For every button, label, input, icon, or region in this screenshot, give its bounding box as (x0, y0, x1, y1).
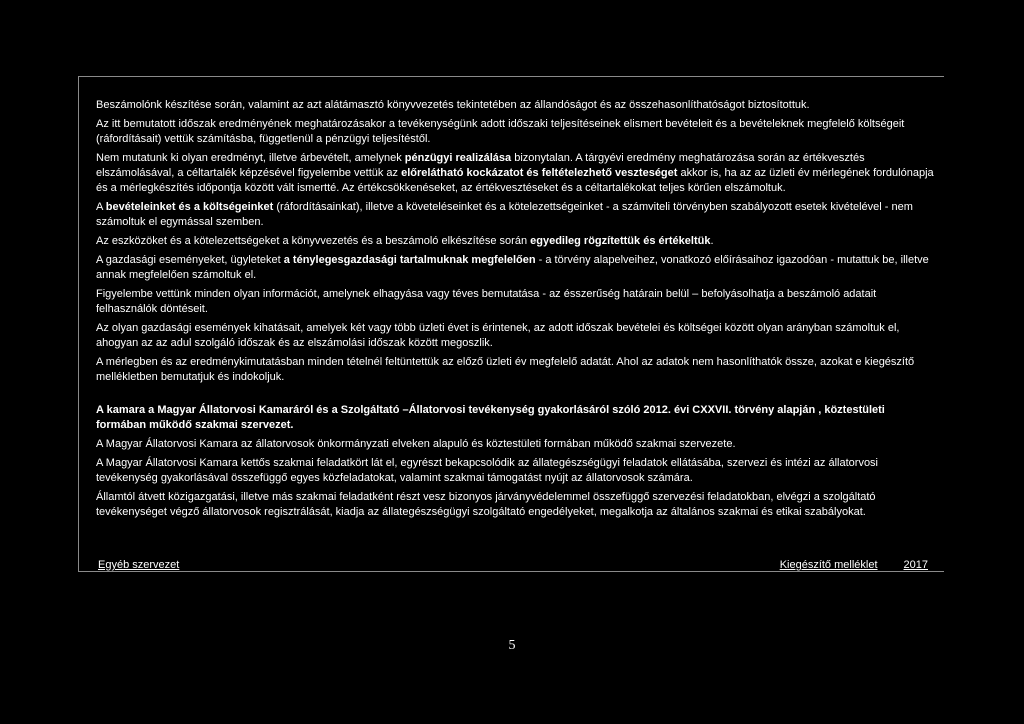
text-run: A gazdasági eseményeket, ügyleteket (96, 254, 284, 266)
text-run: A mérlegben és az eredménykimutatásban minden tételnél feltüntettük az előző üzleti év megfelelő adatát. Ahol az adatok nem hasonlíthatók össze, azokat e kiegészítő mellékletben bemutatjuk és indokoljuk. (96, 356, 915, 383)
paragraph (96, 456, 934, 486)
text-run: akkor is, ha az az üzleti év mérlegének fordulónapja és a mérlegkészítés időpontja között vált ismertté. Az értékcsökkenéseket, az értékvesztéseket és a céltartalékokat teljes körűen elszámoltuk. (96, 167, 934, 194)
footer-year: 2017 (903, 559, 928, 571)
footer-right (780, 559, 928, 572)
paragraph (96, 253, 934, 283)
document-body (96, 98, 934, 524)
paragraph (96, 117, 934, 147)
paragraph (96, 355, 934, 385)
text-run: Figyelembe vettünk minden olyan információt, amelynek elhagyása vagy téves bemutatása - az ésszerűség határain belül – befolyásolhatja a beszámoló adatait felhasználók döntéseit. (96, 288, 877, 315)
text-run: Nem mutatunk ki olyan eredményt, illetve árbevételt, amelynek (96, 152, 405, 164)
paragraph (96, 403, 934, 433)
footer-document-title: Kiegészítő melléklet (779, 559, 878, 571)
paragraph (96, 98, 934, 113)
bold-text: pénzügyi realizálása (404, 152, 512, 164)
paragraph (96, 287, 934, 317)
text-run: Az itt bemutatott időszak eredményének meghatározásakor a tevékenységünk adott időszaki teljesítéseinek elismert bevételeit és a bevételeknek megfelelő költségeit (ráfordításait) vettük számításba, függetlenül a pénzügyi teljesítéstől. (96, 118, 905, 145)
bold-text: bevételeinket és a költségeinket (105, 201, 274, 213)
text-run: bizonytalan. A tárgyévi eredmény meghatározása során az értékvesztés elszámolásával, a céltartalék képzésével figyelembe vettük az (96, 152, 865, 179)
text-run: Beszámolónk készítése során, valamint az azt alátámasztó könyvvezetés tekintetében az állandóságot és az összehasonlíthatóságot biztosítottuk. (96, 99, 810, 111)
text-run: Államtól átvett közigazgatási, illetve más szakmai feladatként részt vesz bizonyos járványvédelemmel összefüggő szervezési feladatokban, elvégzi a szolgáltató tevékenységet végző állatorvosok regisztrálását, kiadja az állategészségügyi szolgáltató engedélyeket, megalkotja az általános szakmai és etikai szabályokat. (96, 491, 876, 518)
paragraph (96, 200, 934, 230)
paragraph (96, 321, 934, 351)
paragraph (96, 234, 934, 249)
paragraph (96, 437, 934, 452)
bold-text: a ténylegesgazdasági tartalmuknak megfelelően (283, 254, 536, 266)
text-run: A Magyar Állatorvosi Kamara az állatorvosok önkormányzati elveken alapuló és köztestületi formában működő szakmai szervezete. (96, 438, 736, 450)
footer-organization: Egyéb szervezet (98, 559, 180, 571)
text-run: A (96, 201, 106, 213)
paragraph (96, 490, 934, 520)
text-run: (ráfordításainkat), illetve a követeléseinket és a kötelezettségeinket - a számviteli törvényben szabályozott esetek kivételével - nem számoltuk el egymással szemben. (96, 201, 913, 228)
text-run: - a törvény alapelveihez, vonatkozó előírásaihoz igazodóan - mutattuk be, illetve annak megfelelően számoltuk el. (96, 254, 929, 281)
text-run: Az eszközöket és a kötelezettségeket a könyvvezetés és a beszámoló elkészítése során (96, 235, 531, 247)
bold-text: A kamara a Magyar Állatorvosi Kamaráról és a Szolgáltató –Állatorvosi tevékenység gyakorlásáról szóló 2012. évi CXXVII. törvény alapján , köztestületi formában működő szakmai szervezet. (96, 404, 885, 431)
paragraph (96, 151, 934, 196)
text-run: . (710, 235, 714, 247)
text-run: Az olyan gazdasági események kihatásait, amelyek két vagy több üzleti évet is érintenek, az adott időszak bevételei és költségei között olyan arányban számoltuk el, ahogyan az az adul szolgáló időszak és az elszámolási időszak között megoszlik. (96, 322, 900, 349)
page-number: 5 (508, 638, 516, 653)
bold-text: egyedileg rögzítettük és értékeltük (530, 235, 711, 247)
bold-text: előrelátható kockázatot és feltételezhető veszteséget (401, 167, 678, 179)
text-run: A Magyar Állatorvosi Kamara kettős szakmai feladatkört lát el, egyrészt bekapcsolódik az állategészségügyi feladatok ellátásába, szervezi és intézi az állatorvosi tevékenység gyakorlásával összefüggő egyes közfeladatokat, valamint szakmai támogatást nyújt az állatorvosok számára. (96, 457, 878, 484)
